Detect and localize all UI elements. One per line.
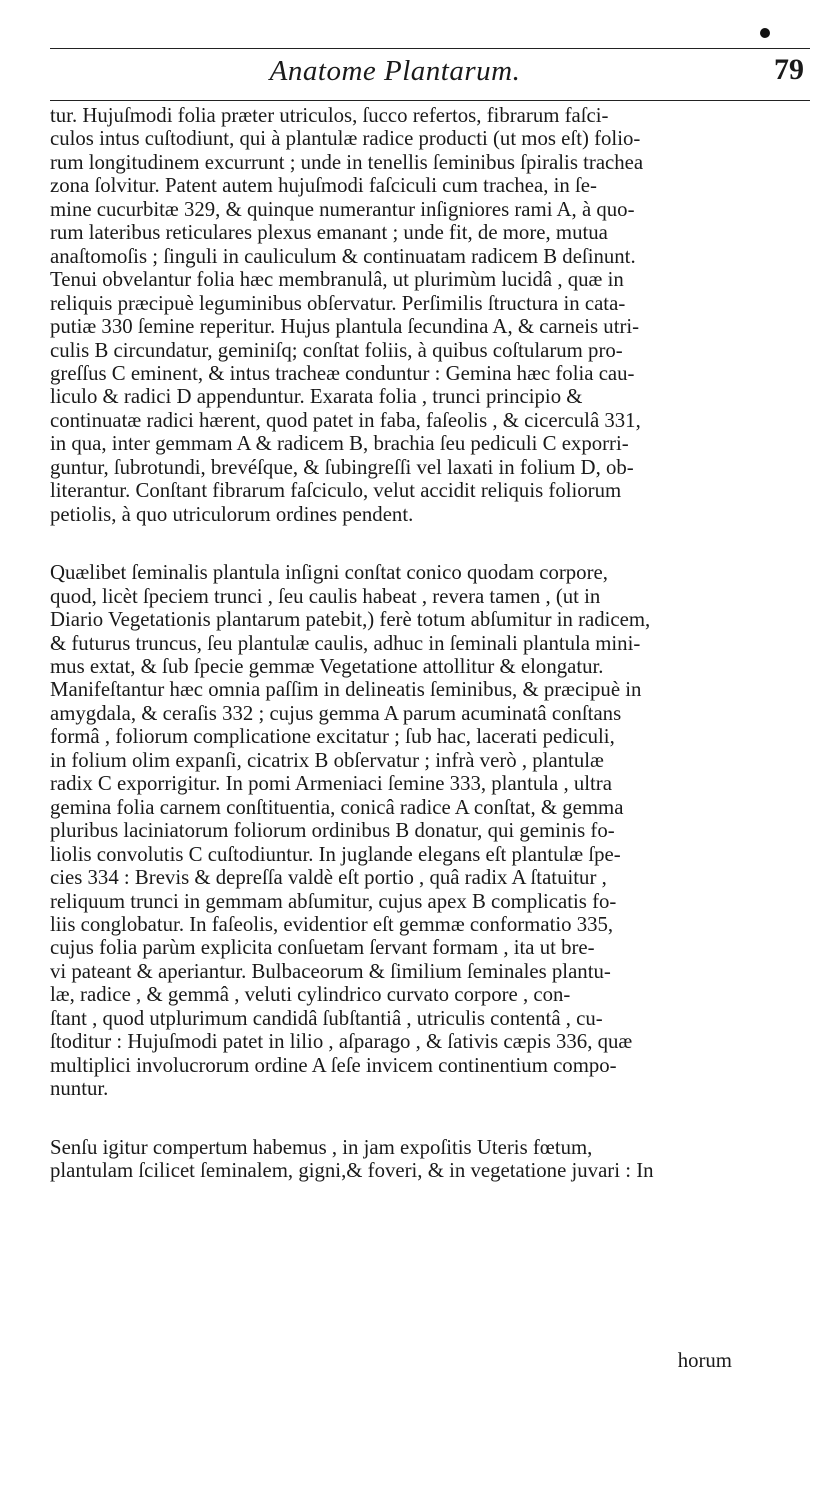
text-line: nuntur. xyxy=(50,1077,109,1101)
text-line: Manifeſtantur hæc omnia paſſim in delineatis ſeminibus, & præcipuè in xyxy=(50,678,642,702)
text-line: Quælibet ſeminalis plantula inſigni conſtat conico quodam corpore, xyxy=(50,561,608,585)
text-line: & futurus truncus, ſeu plantulæ caulis, adhuc in ſeminali plantula mini- xyxy=(50,631,641,655)
text-line: Diario Vegetationis plantarum patebit,) ferè totum abſumitur in radicem, xyxy=(50,608,651,632)
text-line: continuatæ radici hærent, quod patet in faba, faſeolis , & cicerculâ 331, xyxy=(50,408,641,432)
text-line: zona ſolvitur. Patent autem hujuſmodi faſciculi cum trachea, in ſe- xyxy=(50,174,597,198)
text-line: putiæ 330 ſemine reperitur. Hujus plantula ſecundina A, & carneis utri- xyxy=(50,315,640,339)
text-line: greſſus C eminent, & intus tracheæ conduntur : Gemina hæc folia cau- xyxy=(50,361,635,385)
text-line: ſtoditur : Hujuſmodi patet in lilio , aſparago , & ſativis cæpis 336, quæ xyxy=(50,1030,633,1054)
text-line: gemina folia carnem conſtituentia, conicâ radice A conſtat, & gemma xyxy=(50,795,624,819)
header-rule xyxy=(50,100,810,101)
text-line: reliquis præcipuè leguminibus obſervatur. Perſimilis ſtructura in cata- xyxy=(50,291,626,315)
text-line: læ, radice , & gemmâ , veluti cylindrico curvato corpore , con- xyxy=(50,983,571,1007)
text-line: rum longitudinem excurrunt ; unde in tenellis ſeminibus ſpiralis trachea xyxy=(50,150,644,174)
text-line: cies 334 : Brevis & depreſſa valdè eſt portio , quâ radix A ſtatuitur , xyxy=(50,866,607,890)
text-line: ſtant , quod utplurimum candidâ ſubſtantiâ , utriculis contentâ , cu- xyxy=(50,1006,603,1030)
text-line: mine cucurbitæ 329, & quinque numerantur inſigniores rami A, à quo- xyxy=(50,197,635,221)
catchword: horum xyxy=(677,1349,732,1372)
text-line: pluribus laciniatorum foliorum ordinibus B donatur, qui geminis fo- xyxy=(50,819,615,843)
paragraph xyxy=(50,1136,730,1183)
text-line: Senſu igitur compertum habemus , in jam expoſitis Uteris fœtum, xyxy=(50,1135,593,1159)
text-line: literantur. Conſtant fibrarum faſciculo, velut accidit reliquis foliorum xyxy=(50,479,622,503)
text-line: vi pateant & aperiantur. Bulbaceorum & ſimilium ſeminales plantu- xyxy=(50,959,611,983)
text-line: petiolis, à quo utriculorum ordines pendent. xyxy=(50,502,414,526)
text-line: radix C exporrigitur. In pomi Armeniaci ſemine 333, plantula , ultra xyxy=(50,772,612,796)
text-line: liolis convolutis C cuſtodiuntur. In juglande elegans eſt plantulæ ſpe- xyxy=(50,842,621,866)
text-line: rum lateribus reticulares plexus emanant ; unde fit, de more, mutua xyxy=(50,221,608,245)
text-line: culos intus cuſtodiunt, qui à plantulæ radice producti (ut mos eſt) folio- xyxy=(50,127,641,151)
text-line: cujus folia parùm explicita conſuetam ſervant formam , ita ut bre- xyxy=(50,936,595,960)
text-line: plantulam ſcilicet ſeminalem, gigni,& foveri, & in vegetatione juvari : In xyxy=(50,1159,654,1183)
text-line: Tenui obvelantur folia hæc membranulâ, ut plurimùm lucidâ , quæ in xyxy=(50,268,624,292)
text-line: culis B circundatur, geminiſq; conſtat foliis, à quibus coſtularum pro- xyxy=(50,338,623,362)
paragraph xyxy=(50,104,730,526)
page-number: 79 xyxy=(774,53,804,86)
text-line: reliquum trunci in gemmam abſumitur, cujus apex B complicatis fo- xyxy=(50,889,617,913)
text-line: anaſtomoſis ; ſinguli in cauliculum & continuatam radicem B deſinunt. xyxy=(50,244,636,268)
page-header xyxy=(50,48,810,101)
text-line: tur. Hujuſmodi folia præter utriculos, ſucco refertos, fibrarum faſci- xyxy=(50,104,609,127)
text-line: in folium olim expanſi, cicatrix B obſervatur ; infrà verò , plantulæ xyxy=(50,748,604,772)
text-line: quod, licèt ſpeciem trunci , ſeu caulis habeat , revera tamen , (ut in xyxy=(50,584,601,608)
text-line: guntur, ſubrotundi, brevéſque, & ſubingreſſi vel laxati in folium D, ob- xyxy=(50,455,634,479)
text-line: liis conglobatur. In faſeolis, evidentior eſt gemmæ conformatio 335, xyxy=(50,912,614,936)
paragraph xyxy=(50,561,730,1100)
body-text xyxy=(50,104,730,1182)
text-line: liculo & radici D appenduntur. Exarata folia , trunci principio & xyxy=(50,385,583,409)
text-line: amygdala, & ceraſis 332 ; cujus gemma A parum acuminatâ conſtans xyxy=(50,701,622,725)
text-line: formâ , foliorum complicatione excitatur ; ſub hac, lacerati pediculi, xyxy=(50,725,615,749)
text-line: mus extat, & ſub ſpecie gemmæ Vegetatione attollitur & elongatur. xyxy=(50,654,604,678)
ink-spot xyxy=(760,28,770,38)
running-title: Anatome Plantarum. xyxy=(269,55,521,87)
text-line: multiplici involucrorum ordine A ſeſe invicem continentium compo- xyxy=(50,1053,617,1077)
text-line: in qua, inter gemmam A & radicem B, brachia ſeu pediculi C exporri- xyxy=(50,432,629,456)
